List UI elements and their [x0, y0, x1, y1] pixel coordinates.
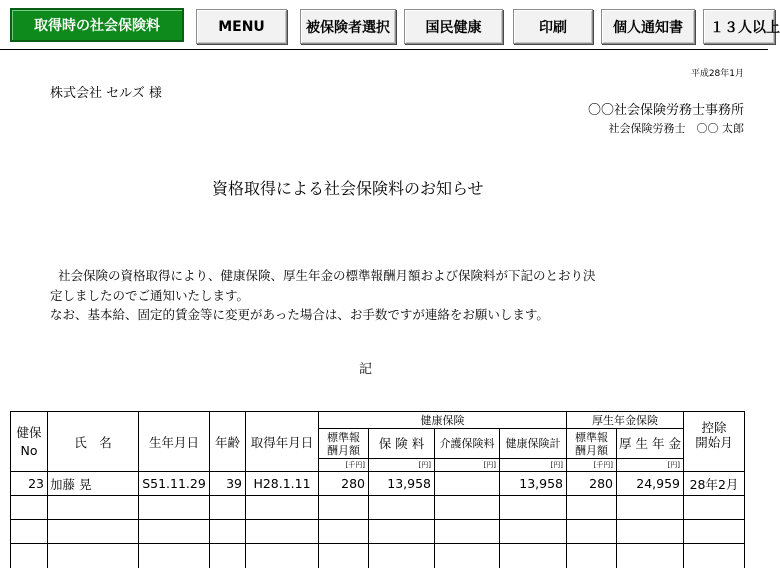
col-header-health-premium: 保 険 料 [369, 429, 435, 459]
col-header-care-premium: 介護保険料 [435, 429, 500, 459]
col-header-age: 年齢 [210, 412, 246, 472]
cell-age: 39 [210, 472, 246, 496]
unit-care-premium: [円] [435, 459, 500, 472]
toolbar [0, 0, 780, 50]
unit-health-total: [円] [500, 459, 567, 472]
body-line-3: なお、基本給、固定的賃金等に変更があった場合は、お手数ですが連絡をお願いします。 [50, 307, 549, 322]
sender-name: 社会保険労務士 〇〇 太郎 [608, 122, 744, 135]
cell-pension-premium: 24,959 [617, 472, 684, 496]
over-13-people-button[interactable]: １３人以上 [703, 9, 775, 44]
cell-pension-std: 280 [567, 472, 617, 496]
menu-button[interactable]: MENU [196, 9, 287, 44]
recipient-name: 株式会社 セルズ 様 [50, 86, 162, 101]
table-row[interactable] [11, 472, 745, 496]
screen-title-button[interactable]: 取得時の社会保険料 [10, 8, 184, 42]
table-row[interactable] [11, 496, 745, 520]
col-header-name: 氏 名 [48, 412, 139, 472]
individual-notice-button[interactable]: 個人通知書 [601, 9, 695, 44]
unit-pension-std: [千円] [567, 459, 617, 472]
office-name: 〇〇社会保険労務士事務所 [587, 103, 744, 118]
body-line-1: 社会保険の資格取得により、健康保険、厚生年金の標準報酬月額および保険料が下記のとおり決 [58, 268, 596, 283]
cell-health-total: 13,958 [500, 472, 567, 496]
unit-pension-premium: [円] [617, 459, 684, 472]
unit-health-std: [千円] [319, 459, 369, 472]
unit-deduct [684, 459, 745, 472]
issue-date: 平成28年1月 [690, 69, 744, 79]
premium-table [10, 411, 745, 568]
national-health-button[interactable]: 国民健康 [404, 9, 503, 44]
cell-health-premium: 13,958 [369, 472, 435, 496]
col-header-health-std: 標準報 酬月額 [319, 429, 369, 459]
unit-health-premium: [円] [369, 459, 435, 472]
cell-name: 加藤 晃 [48, 472, 139, 496]
ki-mark: 記 [359, 362, 373, 377]
col-header-pension-std: 標準報 酬月額 [567, 429, 617, 459]
cell-care-premium [435, 472, 500, 496]
cell-health-std: 280 [319, 472, 369, 496]
col-header-birth: 生年月日 [139, 412, 210, 472]
col-header-pension-premium: 厚 生 年 金 [617, 429, 684, 459]
table-row[interactable] [11, 520, 745, 544]
document-heading: 資格取得による社会保険料のお知らせ [212, 179, 484, 198]
table-row[interactable] [11, 544, 745, 568]
cell-deduct: 28年2月 [684, 472, 745, 496]
group-header-pension: 厚生年金保険 [567, 412, 684, 429]
notice-document [0, 51, 768, 562]
col-header-deduct: 控除 開始月 [684, 412, 745, 459]
cell-acquired: H28.1.11 [246, 472, 319, 496]
group-header-health: 健康保険 [319, 412, 567, 429]
cell-no: 23 [11, 472, 48, 496]
col-header-health-total: 健康保険計 [500, 429, 567, 459]
body-line-2: 定しましたのでご通知いたします。 [50, 288, 250, 303]
col-header-acquired: 取得年月日 [246, 412, 319, 472]
select-insured-button[interactable]: 被保険者選択 [300, 9, 396, 44]
cell-birth: S51.11.29 [139, 472, 210, 496]
print-button[interactable]: 印刷 [513, 9, 593, 44]
col-header-no: 健保 No [11, 412, 48, 472]
